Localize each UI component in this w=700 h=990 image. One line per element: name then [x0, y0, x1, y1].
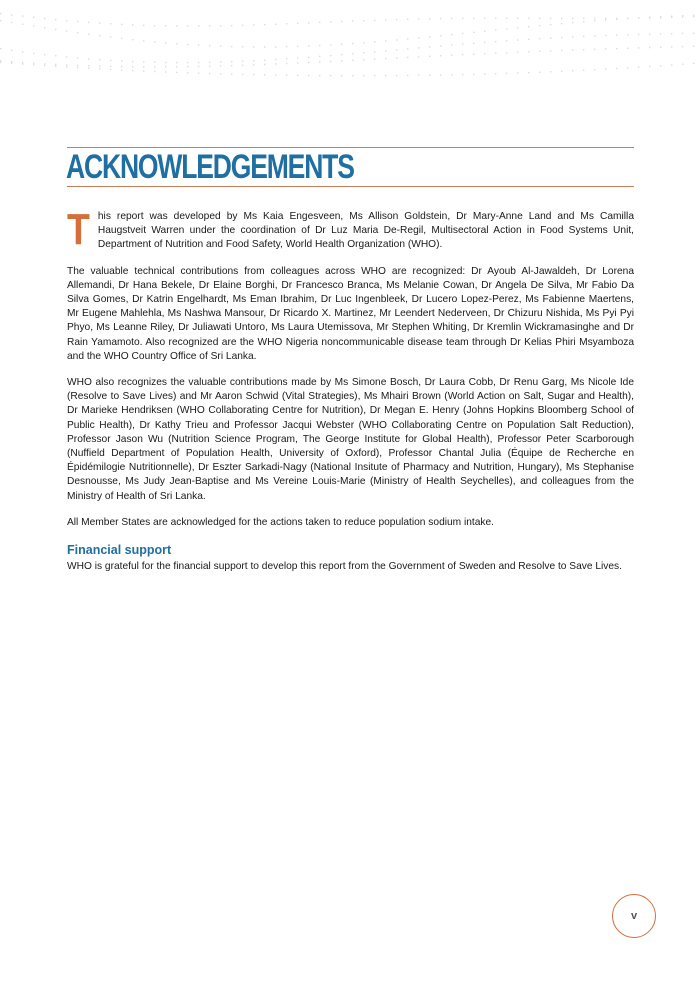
who-contributors-paragraph: The valuable technical contributions from colleagues across WHO are recognized: Dr Ayoub Al-Jawaldeh, Dr Lorena Allemandi, Dr Hana Bekele, Dr Elaine Borghi, Dr Francesco Branca, Ms Melanie Cowan, Dr Angela De Silva, Mr Fabio Da Silva Gomes, Dr Katrin Engelhardt, Ms Eman Ibrahim, Dr Luc Ingenbleek, Dr Lucero Lopez-Perez, Ms Fabienne Maertens, Mr Eugene Mahlehla, Ms Nashwa Mansour, Dr Ricardo X. Martinez, Mr Leendert Nederveen, Dr Chizuru Nishida, Ms Pyi Pyi Phyo, Ms Leanne Riley, Dr Juliawati Untoro, Ms Laura Utemissova, Mr Stephen Whiting, Dr Kremlin Wickramasinghe and Dr Rain Yamamoto. Also recognized are the WHO Nigeria noncommunicable disease team through Dr Kelias Phiri Msyamboza and the WHO Country Office of Sri Lanka.: [67, 265, 634, 362]
page-number: v: [630, 910, 638, 922]
financial-support-text: WHO is grateful for the financial support to develop this report from the Government of Sweden and Resolve to Save Lives.: [67, 561, 622, 573]
intro-paragraph: [67, 205, 634, 254]
intro-text: his report was developed by Ms Kaia Engesveen, Ms Allison Goldstein, Dr Mary-Anne Land and Ms Camilla Haugstveit Warren under the coordination of Dr Luz Maria De-Regil, Multisectoral Action in Food Systems Unit, Department of Nutrition and Food Safety, World Health Organization (WHO).: [97, 211, 634, 251]
drop-cap: T: [67, 205, 90, 254]
page-title: ACKNOWLEDGEMENTS: [66, 148, 354, 186]
financial-support-heading: Financial support: [67, 543, 172, 558]
member-states-paragraph: All Member States are acknowledged for the actions taken to reduce population sodium intake.: [67, 516, 494, 528]
title-bottom-rule: [67, 186, 634, 187]
external-contributors-paragraph: WHO also recognizes the valuable contributions made by Ms Simone Bosch, Dr Laura Cobb, Dr Renu Garg, Ms Nicole Ide (Resolve to Save Lives) and Mr Aaron Schwid (Vital Strategies), Ms Mhairi Brown (World Action on Salt, Sugar and Health), Dr Marieke Hendriksen (WHO Collaborating Centre for Nutrition), Dr Megan E. Henry (Johns Hopkins Bloomberg School of Public Health), Dr Kathy Trieu and Professor Jacqui Webster (WHO Collaborating Centre on Population Salt Reduction), Professor Jason Wu (Nutrition Science Program, The George Institute for Global Health), Professor Peter Scarborough (Nuffield Department of Population Health, University of Oxford), Professor Chantal Julia (Équipe de Recherche en Épidémilogie Nutritionnelle), Dr Eszter Sarkadi-Nagy (National Insitute of Pharmacy and Nutrition, Hungary), Ms Stephanise Desnousse, Ms Judy Jean-Baptise and Ms Vereine Louis-Marie (Ministry of Health Seychelles), and colleagues from the Ministry of Health of Sri Lanka.: [67, 377, 634, 502]
decorative-dot-waves: [0, 0, 700, 140]
acknowledgements-body: [67, 205, 634, 586]
page-number-badge: [612, 894, 656, 938]
